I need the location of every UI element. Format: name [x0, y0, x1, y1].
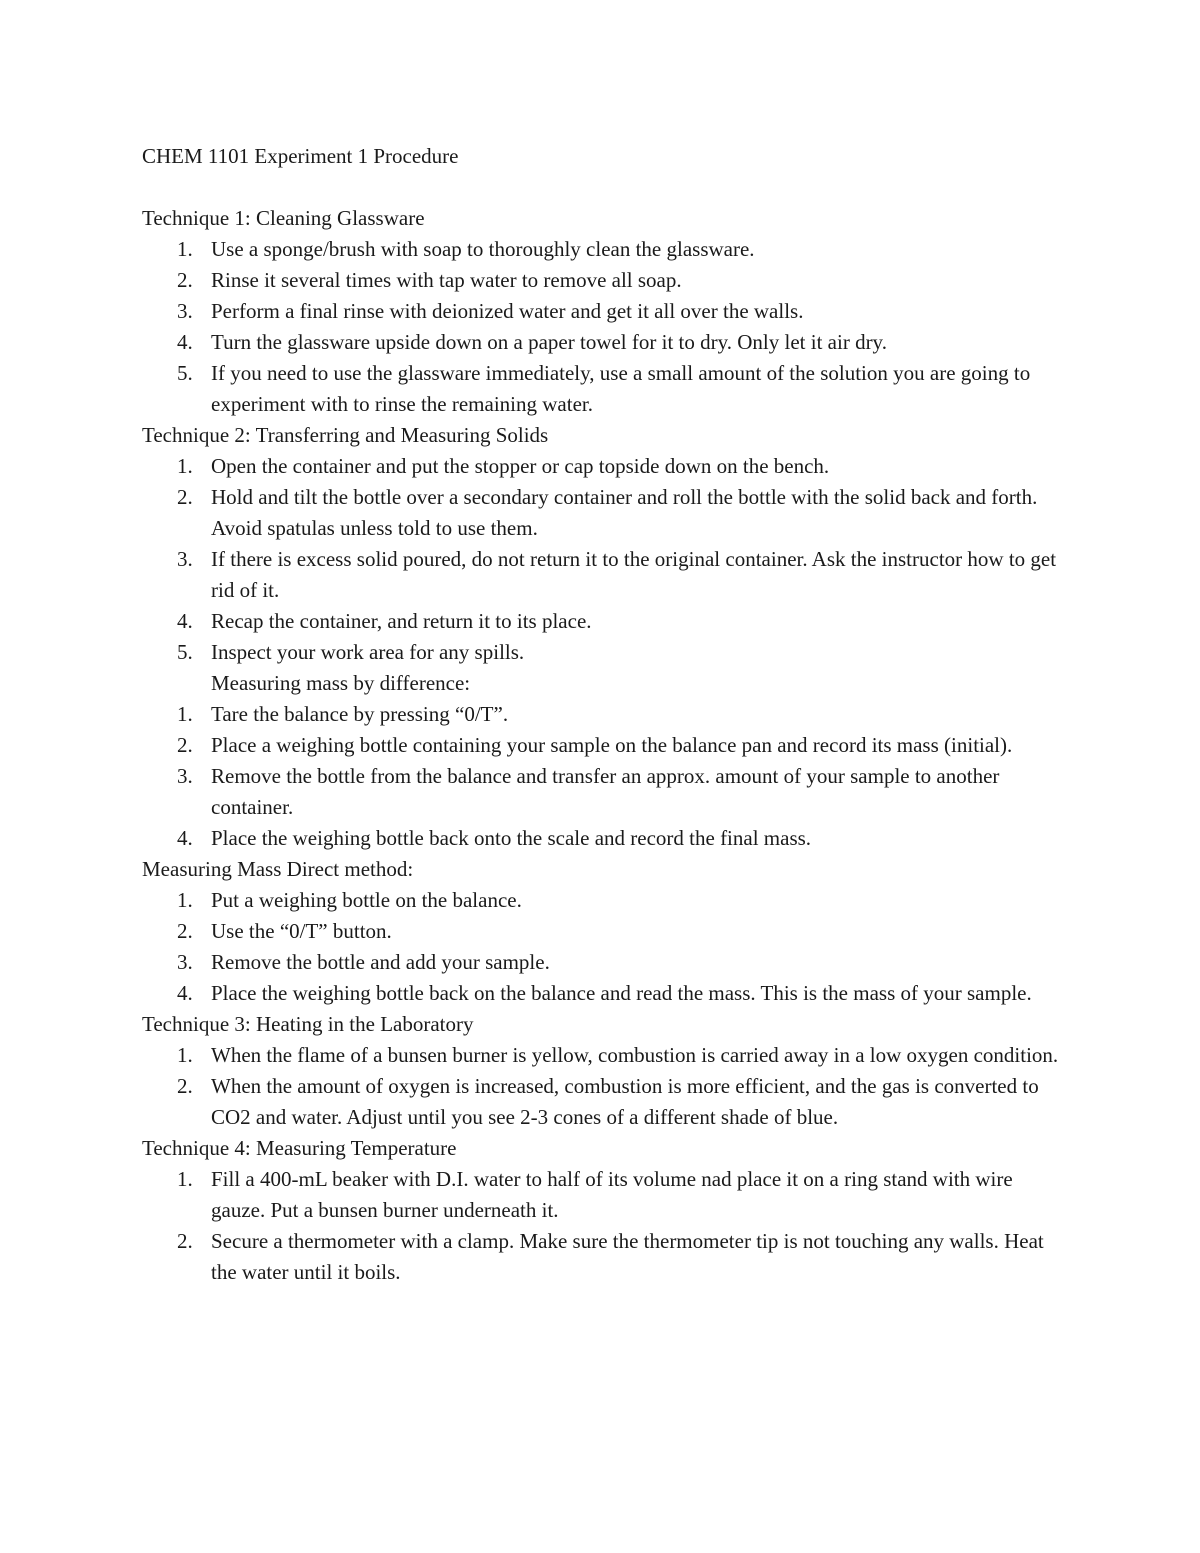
- step-text: Rinse it several times with tap water to remove all soap.: [211, 268, 682, 292]
- list-item: [142, 451, 1062, 482]
- list-item: [142, 482, 1062, 544]
- list-item: [142, 1040, 1062, 1071]
- technique-4-steps: [142, 1164, 1062, 1288]
- step-number: 2.: [177, 485, 193, 509]
- list-item: [142, 637, 1062, 668]
- list-item: [142, 358, 1062, 420]
- step-text: Use a sponge/brush with soap to thoroughly clean the glassware.: [211, 237, 755, 261]
- step-number: 1.: [177, 888, 193, 912]
- step-number: 2.: [177, 733, 193, 757]
- list-item: [142, 1226, 1062, 1288]
- list-item: [142, 296, 1062, 327]
- step-number: 5.: [177, 640, 193, 664]
- step-number: 1.: [177, 237, 193, 261]
- step-text: Turn the glassware upside down on a paper towel for it to dry. Only let it air dry.: [211, 330, 887, 354]
- step-number: 1.: [177, 1167, 193, 1191]
- step-text: Hold and tilt the bottle over a secondary container and roll the bottle with the solid back and forth. Avoid spatulas unless told to use them.: [211, 485, 1038, 540]
- step-number: 3.: [177, 950, 193, 974]
- step-number: 1.: [177, 702, 193, 726]
- list-item: [142, 761, 1062, 823]
- technique-2-heading: Technique 2: Transferring and Measuring Solids: [142, 423, 549, 447]
- step-text: When the flame of a bunsen burner is yellow, combustion is carried away in a low oxygen condition.: [211, 1043, 1059, 1067]
- step-text: Place a weighing bottle containing your sample on the balance pan and record its mass (initial).: [211, 733, 1013, 757]
- list-item: [142, 916, 1062, 947]
- step-number: 1.: [177, 454, 193, 478]
- step-number: 3.: [177, 547, 193, 571]
- step-text: If there is excess solid poured, do not return it to the original container. Ask the instructor how to get rid of it.: [211, 547, 1057, 602]
- list-item: [142, 699, 1062, 730]
- list-item: [142, 885, 1062, 916]
- step-number: 4.: [177, 981, 193, 1005]
- technique-3-heading: Technique 3: Heating in the Laboratory: [142, 1012, 474, 1036]
- step-text: Perform a final rinse with deionized water and get it all over the walls.: [211, 299, 804, 323]
- mass-direct-heading: Measuring Mass Direct method:: [142, 857, 414, 881]
- technique-1-heading: Technique 1: Cleaning Glassware: [142, 206, 425, 230]
- step-number: 2.: [177, 1229, 193, 1253]
- list-item: [142, 606, 1062, 637]
- step-number: 3.: [177, 764, 193, 788]
- technique-1-steps: [142, 234, 1062, 420]
- step-text: If you need to use the glassware immediately, use a small amount of the solution you are going to experiment with to rinse the remaining water.: [211, 361, 1031, 416]
- step-text: Secure a thermometer with a clamp. Make sure the thermometer tip is not touching any walls. Heat the water until it boils.: [211, 1229, 1044, 1284]
- step-text: Put a weighing bottle on the balance.: [211, 888, 522, 912]
- technique-2-steps: [142, 451, 1062, 668]
- list-item: [142, 1071, 1062, 1133]
- list-item: [142, 265, 1062, 296]
- technique-3-steps: [142, 1040, 1062, 1133]
- list-item: [142, 1164, 1062, 1226]
- technique-4-heading: Technique 4: Measuring Temperature: [142, 1136, 457, 1160]
- step-text: Tare the balance by pressing “0/T”.: [211, 702, 509, 726]
- step-number: 2.: [177, 919, 193, 943]
- step-text: Place the weighing bottle back onto the scale and record the final mass.: [211, 826, 812, 850]
- step-text: Remove the bottle from the balance and transfer an approx. amount of your sample to another container.: [211, 764, 1000, 819]
- list-item: [142, 544, 1062, 606]
- step-text: When the amount of oxygen is increased, combustion is more efficient, and the gas is converted to CO2 and water. Adjust until you see 2-3 cones of a different shade of blue.: [211, 1074, 1039, 1129]
- list-item: [142, 947, 1062, 978]
- list-item: [142, 327, 1062, 358]
- step-number: 4.: [177, 609, 193, 633]
- step-number: 5.: [177, 361, 193, 385]
- step-text: Remove the bottle and add your sample.: [211, 950, 550, 974]
- step-text: Fill a 400-mL beaker with D.I. water to half of its volume nad place it on a ring stand with wire gauze. Put a bunsen burner underneath it.: [211, 1167, 1013, 1222]
- mass-by-difference-steps: [142, 699, 1062, 854]
- step-text: Inspect your work area for any spills.: [211, 640, 525, 664]
- mass-by-difference-heading: Measuring mass by difference:: [211, 671, 471, 695]
- step-number: 3.: [177, 299, 193, 323]
- document-page: [142, 141, 1062, 1288]
- step-number: 4.: [177, 826, 193, 850]
- step-number: 1.: [177, 1043, 193, 1067]
- step-text: Use the “0/T” button.: [211, 919, 392, 943]
- step-number: 2.: [177, 1074, 193, 1098]
- mass-direct-steps: [142, 885, 1062, 1009]
- list-item: [142, 234, 1062, 265]
- step-number: 2.: [177, 268, 193, 292]
- step-text: Recap the container, and return it to its place.: [211, 609, 592, 633]
- document-title: CHEM 1101 Experiment 1 Procedure: [142, 144, 459, 168]
- step-text: Open the container and put the stopper or cap topside down on the bench.: [211, 454, 830, 478]
- list-item: [142, 823, 1062, 854]
- step-text: Place the weighing bottle back on the balance and read the mass. This is the mass of your sample.: [211, 981, 1032, 1005]
- list-item: [142, 730, 1062, 761]
- list-item: [142, 978, 1062, 1009]
- step-number: 4.: [177, 330, 193, 354]
